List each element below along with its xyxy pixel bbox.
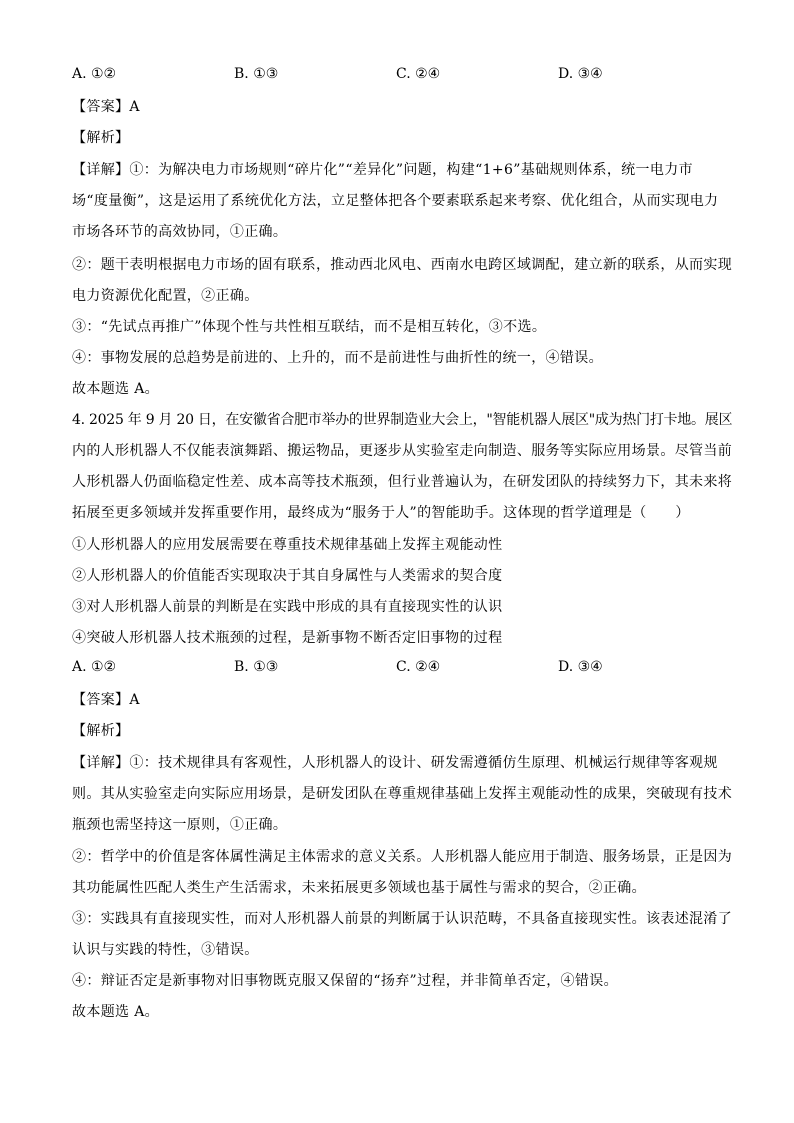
- q4-stem-line: 人形机器人仍面临稳定性差、成本高等技术瓶颈，但行业普遍认为，在研发团队的持续努力下，其未来将: [72, 474, 733, 490]
- q4-option-a: A. ①②: [72, 659, 117, 675]
- q4-detail-line: 则。其从实验室走向实际应用场景，是研发团队在尊重规律基础上发挥主观能动性的成果，突破现有技术: [72, 786, 733, 802]
- q4-detail-line: ③：实践具有直接现实性，而对人形机器人前景的判断属于认识范畴，不具备直接现实性。该表述混淆了: [72, 911, 733, 927]
- q4-detail-line: 【详解】①：技术规律具有客观性，人形机器人的设计、研发需遵循仿生原理、机械运行规律等客观规: [72, 755, 718, 771]
- q3-conclusion: 故本题选 A。: [72, 381, 160, 397]
- q4-stem-line: 4. 2025 年 9 月 20 日，在安徽省合肥市举办的世界制造业大会上，"智能机器人展区"成为热门打卡地。展区: [72, 412, 733, 428]
- q3-detail-line: ④：事物发展的总趋势是前进的、上升的，而不是前进性与曲折性的统一，④错误。: [72, 350, 603, 366]
- q4-detail-line: ②：哲学中的价值是客体属性满足主体需求的意义关系。人形机器人能应用于制造、服务场景，正是因为: [72, 849, 733, 865]
- q4-detail-line: 认识与实践的特性，③错误。: [72, 942, 259, 958]
- q3-detail-line: 电力资源优化配置，②正确。: [72, 288, 259, 304]
- q3-option-c: C. ②④: [396, 66, 441, 82]
- q3-option-d: D. ③④: [558, 66, 603, 82]
- q3-answer: 【答案】A: [72, 99, 140, 115]
- q4-option-b: B. ①③: [234, 659, 279, 675]
- q4-option-d: D. ③④: [558, 659, 603, 675]
- q4-statement: ②人形机器人的价值能否实现取决于其自身属性与人类需求的契合度: [72, 568, 503, 584]
- q3-detail-line: 市场各环节的高效协同，①正确。: [72, 224, 288, 240]
- q3-detail-line: 场“度量衡”，这是运用了系统优化方法，立足整体把各个要素联系起来考察、优化组合，从而实现电力: [72, 193, 719, 209]
- q4-detail-line: 其功能属性匹配人类生产生活需求，未来拓展更多领域也基于属性与需求的契合，②正确。: [72, 880, 646, 896]
- q3-detail-line: ②：题干表明根据电力市场的固有联系，推动西北风电、西南水电跨区域调配，建立新的联系，从而实现: [72, 257, 733, 273]
- q4-statement: ③对人形机器人前景的判断是在实践中形成的具有直接现实性的认识: [72, 599, 503, 615]
- q4-statement: ④突破人形机器人技术瓶颈的过程，是新事物不断否定旧事物的过程: [72, 630, 503, 646]
- q4-statement: ①人形机器人的应用发展需要在尊重技术规律基础上发挥主观能动性: [72, 537, 503, 553]
- q4-answer: 【答案】A: [72, 692, 140, 708]
- q3-option-a: A. ①②: [72, 66, 117, 82]
- q4-detail-line: 瓶颈也需坚持这一原则，①正确。: [72, 817, 288, 833]
- q4-detail-line: ④：辩证否定是新事物对旧事物既克服又保留的“扬弃”过程，并非简单否定，④错误。: [72, 973, 618, 989]
- q3-option-b: B. ①③: [234, 66, 279, 82]
- q3-detail-line: ③：“先试点再推广”体现个性与共性相互联结，而不是相互转化，③不选。: [72, 319, 547, 335]
- q4-analysis-heading: 【解析】: [72, 723, 130, 739]
- q4-option-c: C. ②④: [396, 659, 441, 675]
- q3-analysis-heading: 【解析】: [72, 130, 130, 146]
- q4-stem-line: 拓展至更多领域并发挥重要作用，最终成为“服务于人”的智能助手。这体现的哲学道理是（ ）: [72, 505, 690, 521]
- q4-conclusion: 故本题选 A。: [72, 1004, 160, 1020]
- q3-detail-line: 【详解】①：为解决电力市场规则“碎片化”“差异化”问题，构建“1+6”基础规则体系，统一电力市: [72, 162, 693, 178]
- q4-stem-line: 内的人形机器人不仅能表演舞蹈、搬运物品，更逐步从实验室走向制造、服务等实际应用场景。尽管当前: [72, 443, 733, 459]
